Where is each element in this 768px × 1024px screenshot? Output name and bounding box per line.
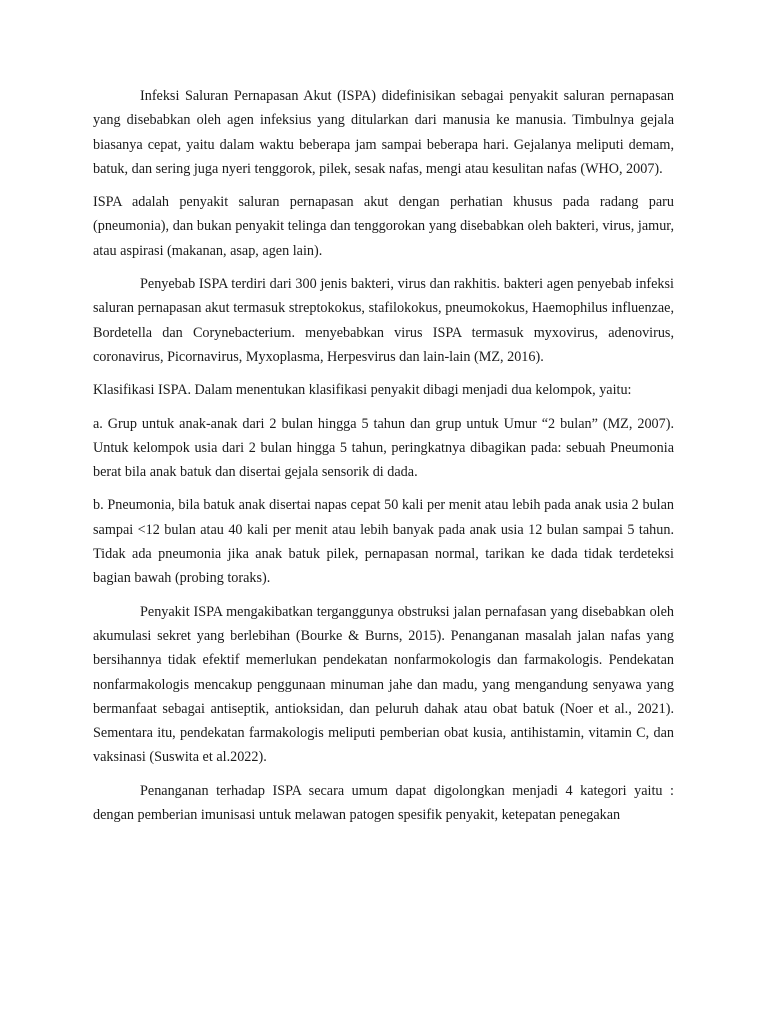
paragraph-classification-b: b. Pneumonia, bila batuk anak disertai napas cepat 50 kali per menit atau lebih pada anak usia 2 bulan sampai <12 bulan atau 40 kali per menit atau lebih banyak pada anak usia 12 bulan sampai 5 tahun. Tidak ada pneumonia jika anak batuk pilek, pernapasan normal, tarikan ke dada tidak terdeteksi bagian bawah (probing toraks).	[93, 497, 674, 587]
document-page	[93, 84, 674, 836]
paragraph-classification-a: a. Grup untuk anak-anak dari 2 bulan hingga 5 tahun dan grup untuk Umur “2 bulan” (MZ, 2007). Untuk kelompok usia dari 2 bulan hingga 5 tahun, peringkatnya dibagikan pada: sebuah Pneumonia berat bila anak batuk dan disertai gejala sensorik di dada.	[93, 415, 674, 481]
paragraph-ispa-classification: Klasifikasi ISPA. Dalam menentukan klasifikasi penyakit dibagi menjadi dua kelompok, yaitu:	[93, 382, 632, 399]
paragraph-ispa-definition: Infeksi Saluran Pernapasan Akut (ISPA) didefinisikan sebagai penyakit saluran pernapasan yang disebabkan oleh agen infeksius yang ditularkan dari manusia ke manusia. Timbulnya gejala biasanya cepat, yaitu dalam waktu beberapa jam sampai beberapa hari. Gejalanya meliputi demam, batuk, dan sering juga nyeri tenggorok, pilek, sesak nafas, mengi atau kesulitan nafas (WHO, 2007).	[93, 88, 674, 177]
paragraph-ispa-treatment: Penanganan terhadap ISPA secara umum dapat digolongkan menjadi 4 kategori yaitu : dengan pemberian imunisasi untuk melawan patogen spesifik penyakit, ketepatan penegakan	[93, 782, 674, 824]
paragraph-ispa-pneumonia: ISPA adalah penyakit saluran pernapasan akut dengan perhatian khusus pada radang paru (pneumonia), dan bukan penyakit telinga dan tenggorokan yang disebabkan oleh bakteri, virus, jamur, atau aspirasi (makanan, asap, agen lain).	[93, 194, 674, 259]
paragraph-ispa-causes: Penyebab ISPA terdiri dari 300 jenis bakteri, virus dan rakhitis. bakteri agen penyebab infeksi saluran pernapasan akut termasuk streptokokus, stafilokokus, pneumokokus, Haemophilus influenzae, Bordetella dan Corynebacterium. menyebabkan virus ISPA termasuk myxovirus, adenovirus, coronavirus, Picornavirus, Myxoplasma, Herpesvirus dan lain-lain (MZ, 2016).	[93, 276, 674, 365]
paragraph-ispa-obstruction: Penyakit ISPA mengakibatkan terganggunya obstruksi jalan pernafasan yang disebabkan oleh akumulasi sekret yang berlebihan (Bourke & Burns, 2015). Penanganan masalah jalan nafas yang bersihannya tidak efektif memerlukan pendekatan nonfarmokologis dan farmakologis. Pendekatan nonfarmakologis mencakup penggunaan minuman jahe dan madu, yang mengandung senyawa yang bermanfaat sebagai antiseptik, antioksidan, dan peluruh dahak atau obat batuk (Noer et al., 2021). Sementara itu, pendekatan farmakologis meliputi pemberian obat kusia, antihistamin, vitamin C, dan vaksinasi (Suswita et al.2022).	[93, 603, 674, 766]
